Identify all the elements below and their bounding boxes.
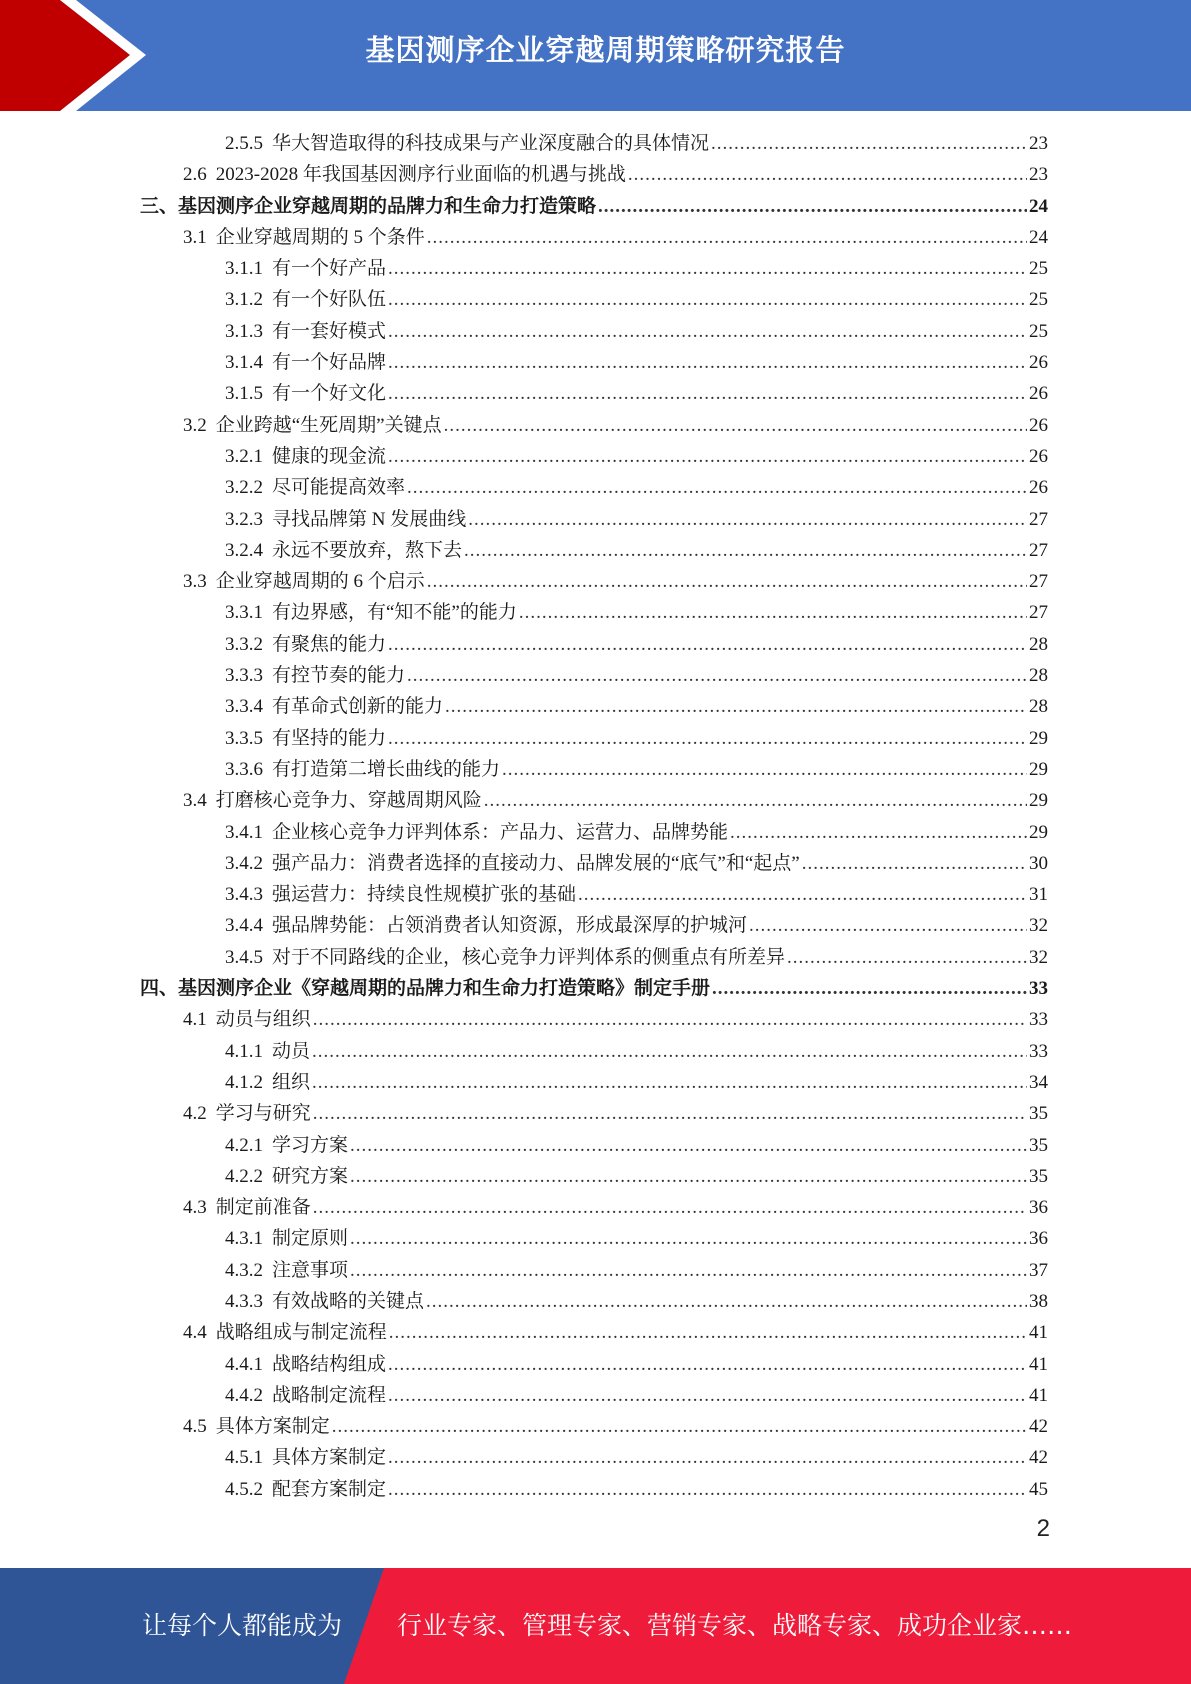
toc-entry-number: 3.1	[183, 226, 207, 248]
toc-entry-page: 27	[1029, 571, 1048, 593]
toc-entry-number: 2.5.5	[225, 133, 263, 154]
toc-entry[interactable]	[140, 222, 1048, 253]
toc-entry-title: 有一个好产品	[272, 258, 387, 280]
toc-entry-number: 4.3.1	[225, 1228, 263, 1250]
toc-entry-title: 有边界感，有“知不能”的能力	[272, 602, 517, 624]
toc-entry-number: 4.4.2	[225, 1384, 263, 1406]
toc-dot-leader	[407, 472, 1027, 503]
toc-entry-number: 4.1.2	[225, 1071, 263, 1093]
toc-dot-leader	[332, 1411, 1027, 1442]
toc-entry-title: 研究方案	[272, 1165, 349, 1187]
toc-entry-number: 3.4.4	[225, 915, 263, 937]
footer-banner	[0, 1568, 1191, 1684]
toc-entry-title: 企业核心竞争力评判体系：产品力、运营力、品牌势能	[272, 821, 729, 843]
toc-entry-page: 35	[1029, 1103, 1048, 1125]
toc-entry-title: 永远不要放弃，熬下去	[272, 539, 463, 561]
toc-dot-leader	[502, 754, 1027, 785]
toc-entry-page: 41	[1029, 1384, 1048, 1406]
toc-dot-leader	[313, 1192, 1027, 1223]
toc-entry-page: 38	[1029, 1290, 1048, 1312]
toc-dot-leader	[730, 817, 1027, 848]
toc-entry-title: 学习与研究	[215, 1103, 311, 1125]
toc-entry[interactable]	[140, 848, 1048, 879]
toc-entry-title: 有聚焦的能力	[272, 633, 387, 655]
toc-dot-leader	[388, 723, 1027, 754]
toc-entry[interactable]	[140, 441, 1048, 472]
report-title: 基因测序企业穿越周期策略研究报告	[365, 33, 846, 67]
toc-entry[interactable]	[140, 472, 1048, 503]
toc-dot-leader	[444, 410, 1027, 441]
toc-entry-title: 有坚持的能力	[272, 727, 387, 749]
toc-entry[interactable]	[140, 942, 1048, 973]
toc-entry-number: 4.2.2	[225, 1165, 263, 1187]
toc-dot-leader	[389, 1317, 1027, 1348]
toc-entry-page: 42	[1029, 1447, 1048, 1469]
toc-entry-page: 23	[1029, 164, 1048, 186]
toc-entry-page: 35	[1029, 1134, 1048, 1156]
toc-entry-title: 健康的现金流	[272, 445, 387, 467]
toc-entry-number: 3.3.5	[225, 727, 263, 749]
page-number: 2	[1036, 1515, 1050, 1542]
toc-dot-leader	[468, 504, 1027, 535]
toc-dot-leader	[313, 1004, 1027, 1035]
toc-entry[interactable]	[140, 1223, 1048, 1254]
toc-entry-number: 3.2.2	[225, 477, 263, 499]
toc-entry-title: 企业跨越“生死周期”关键点	[215, 414, 442, 436]
toc-entry[interactable]	[140, 910, 1048, 941]
toc-entry-page: 32	[1029, 915, 1048, 937]
toc-entry-title: 企业穿越周期的 5 个条件	[215, 226, 425, 248]
toc-entry-number: 3.3.2	[225, 633, 263, 655]
toc-entry-page: 26	[1029, 352, 1048, 374]
toc-entry-title: 学习方案	[272, 1134, 349, 1156]
toc-dot-leader	[388, 1474, 1027, 1505]
toc-entry-page: 45	[1029, 1478, 1048, 1500]
toc-entry-page: 24	[1029, 226, 1048, 248]
toc-entry-number: 3.1.5	[225, 383, 263, 405]
toc-dot-leader	[388, 1349, 1027, 1380]
toc-dot-leader	[312, 1067, 1027, 1098]
toc-entry[interactable]	[140, 1067, 1048, 1098]
toc-entry[interactable]	[140, 691, 1048, 722]
toc-entry[interactable]	[140, 284, 1048, 315]
toc-entry[interactable]	[140, 785, 1048, 816]
toc-entry-number: 3.4	[183, 790, 207, 812]
toc-entry-title: 对于不同路线的企业，核心竞争力评判体系的侧重点有所差异	[272, 946, 786, 968]
toc-dot-leader	[712, 973, 1027, 1004]
toc-entry-page: 33	[1029, 1040, 1048, 1062]
toc-entry-page: 34	[1029, 1071, 1048, 1093]
toc-entry[interactable]	[140, 566, 1048, 597]
toc-entry[interactable]	[140, 1317, 1048, 1348]
toc-entry-number: 3.4.1	[225, 821, 263, 843]
toc-dot-leader	[445, 691, 1027, 722]
toc-dot-leader	[426, 1286, 1027, 1317]
toc-entry[interactable]	[140, 1349, 1048, 1380]
toc-entry-title: 有打造第二增长曲线的能力	[272, 758, 501, 780]
toc-entry-page: 28	[1029, 665, 1048, 687]
toc-entry-page: 26	[1029, 414, 1048, 436]
toc-entry[interactable]	[140, 159, 1048, 190]
toc-entry[interactable]	[140, 316, 1048, 347]
toc-entry-page: 29	[1029, 821, 1048, 843]
toc-entry-title: 寻找品牌第 N 发展曲线	[272, 508, 467, 530]
toc-entry[interactable]	[140, 128, 1048, 159]
toc-entry-number: 三、	[140, 195, 179, 217]
toc-entry[interactable]	[140, 660, 1048, 691]
toc-dot-leader	[313, 1098, 1027, 1129]
toc-entry-page: 25	[1029, 320, 1048, 342]
toc-dot-leader	[350, 1130, 1027, 1161]
header-band	[0, 0, 1191, 111]
toc-entry-title: 战略组成与制定流程	[215, 1322, 387, 1344]
toc-dot-leader	[802, 848, 1027, 879]
toc-entry-page: 31	[1029, 884, 1048, 906]
toc-entry[interactable]	[140, 754, 1048, 785]
toc-entry[interactable]	[140, 1036, 1048, 1067]
toc-entry-title: 具体方案制定	[272, 1447, 387, 1469]
toc-entry-number: 3.3.3	[225, 665, 263, 687]
toc-entry[interactable]	[140, 1380, 1048, 1411]
toc-entry-title: 有革命式创新的能力	[272, 696, 444, 718]
toc-entry-page: 25	[1029, 258, 1048, 280]
toc-dot-leader	[484, 785, 1027, 816]
toc-entry-page: 42	[1029, 1416, 1048, 1438]
toc-entry-number: 3.2.3	[225, 508, 263, 530]
toc-entry-number: 3.3.1	[225, 602, 263, 624]
toc-entry-number: 3.3.4	[225, 696, 263, 718]
toc-entry-number: 3.1.3	[225, 320, 263, 342]
toc-entry-page: 30	[1029, 852, 1048, 874]
toc-entry-title: 基因测序企业穿越周期的品牌力和生命力打造策略	[178, 195, 597, 217]
toc-dot-leader	[388, 316, 1027, 347]
toc-entry-page: 41	[1029, 1322, 1048, 1344]
toc-entry-number: 四、	[140, 978, 179, 1000]
toc-entry[interactable]	[140, 973, 1048, 1004]
toc-entry-page: 29	[1029, 790, 1048, 812]
toc-entry-title: 有效战略的关键点	[272, 1290, 425, 1312]
toc-dot-leader	[350, 1161, 1027, 1192]
toc-dot-leader	[312, 1036, 1027, 1067]
toc-dot-leader	[350, 1223, 1027, 1254]
toc-entry[interactable]	[140, 1411, 1048, 1442]
toc-dot-leader	[749, 910, 1027, 941]
toc-entry-number: 4.3.3	[225, 1290, 263, 1312]
toc-entry-number: 3.3.6	[225, 758, 263, 780]
toc-entry-title: 有控节奏的能力	[272, 665, 406, 687]
toc-entry-page: 36	[1029, 1197, 1048, 1219]
toc-entry-page: 26	[1029, 477, 1048, 499]
toc-entry[interactable]	[140, 1442, 1048, 1473]
toc-entry-page: 25	[1029, 289, 1048, 311]
toc-entry-title: 有一个好品牌	[272, 352, 387, 374]
toc-entry-page: 27	[1029, 539, 1048, 561]
toc-dot-leader	[787, 942, 1027, 973]
toc-entry-title: 尽可能提高效率	[272, 477, 406, 499]
toc-dot-leader	[711, 128, 1027, 159]
toc-entry[interactable]	[140, 1286, 1048, 1317]
toc-entry-title: 具体方案制定	[215, 1416, 330, 1438]
toc-dot-leader	[388, 253, 1027, 284]
toc-entry-number: 3.4.5	[225, 946, 263, 968]
toc-entry[interactable]	[140, 1004, 1048, 1035]
toc-entry[interactable]	[140, 1161, 1048, 1192]
toc-entry-number: 4.1.1	[225, 1040, 263, 1062]
toc-dot-leader	[427, 222, 1027, 253]
toc-entry-title: 组织	[272, 1071, 311, 1093]
toc-entry-page: 28	[1029, 696, 1048, 718]
toc-entry-number: 2.6	[183, 164, 207, 186]
toc-entry-number: 4.3	[183, 1197, 207, 1219]
toc-entry-title: 基因测序企业《穿越周期的品牌力和生命力打造策略》制定手册	[178, 978, 711, 1000]
toc-dot-leader	[388, 284, 1027, 315]
toc-dot-leader	[427, 566, 1027, 597]
toc-dot-leader	[350, 1255, 1027, 1286]
toc-entry[interactable]	[140, 817, 1048, 848]
toc-entry-number: 4.2	[183, 1103, 207, 1125]
toc-entry[interactable]	[140, 535, 1048, 566]
toc-dot-leader	[388, 441, 1027, 472]
toc-dot-leader	[407, 660, 1027, 691]
toc-entry[interactable]	[140, 597, 1048, 628]
toc-entry-number: 4.1	[183, 1009, 207, 1031]
toc-entry-number: 4.5.2	[225, 1478, 263, 1500]
toc-dot-leader	[578, 879, 1027, 910]
toc-entry-page: 33	[1029, 1009, 1048, 1031]
toc-entry-title: 制定前准备	[215, 1197, 311, 1219]
toc-entry-page: 27	[1029, 602, 1048, 624]
toc-entry-number: 4.4	[183, 1322, 207, 1344]
toc-dot-leader	[388, 629, 1027, 660]
footer-slogan-right: 行业专家、管理专家、营销专家、战略专家、成功企业家……	[397, 1611, 1073, 1640]
toc-entry-number: 4.2.1	[225, 1134, 263, 1156]
toc-entry[interactable]	[140, 1474, 1048, 1505]
toc-entry[interactable]	[140, 723, 1048, 754]
toc-entry-number: 3.2.4	[225, 539, 263, 561]
toc-entry-page: 26	[1029, 383, 1048, 405]
toc-entry-page: 29	[1029, 758, 1048, 780]
toc-entry-title: 有一个好文化	[272, 383, 387, 405]
toc-entry-title: 华大智造取得的科技成果与产业深度融合的具体情况	[272, 133, 710, 154]
toc-entry-title: 动员与组织	[215, 1009, 311, 1031]
toc-entry-page: 37	[1029, 1259, 1048, 1281]
toc-entry-title: 有一套好模式	[272, 320, 387, 342]
toc-entry[interactable]	[140, 879, 1048, 910]
toc-entry-number: 3.1.1	[225, 258, 263, 280]
toc-entry-page: 32	[1029, 946, 1048, 968]
toc-dot-leader	[519, 597, 1027, 628]
toc-entry-page: 33	[1029, 978, 1048, 1000]
toc-entry-page: 23	[1029, 133, 1048, 154]
toc-dot-leader	[628, 159, 1027, 190]
toc-entry-number: 3.2	[183, 414, 207, 436]
footer-slogan-left: 让每个人都能成为	[142, 1611, 343, 1640]
toc-entry[interactable]	[140, 410, 1048, 441]
toc-entry-page: 41	[1029, 1353, 1048, 1375]
toc-dot-leader	[388, 1380, 1027, 1411]
toc-entry-title: 打磨核心竞争力、穿越周期风险	[215, 790, 482, 812]
toc-entry[interactable]	[140, 253, 1048, 284]
toc-dot-leader	[388, 1442, 1027, 1473]
toc-entry-number: 3.1.2	[225, 289, 263, 311]
toc-entry-number: 4.4.1	[225, 1353, 263, 1375]
toc-entry[interactable]	[140, 191, 1048, 222]
toc-entry-title: 强产品力：消费者选择的直接动力、品牌发展的“底气”和“起点”	[272, 852, 800, 874]
toc-entry-title: 战略结构组成	[272, 1353, 387, 1375]
toc-entry-page: 28	[1029, 633, 1048, 655]
toc-entry-title: 动员	[272, 1040, 311, 1062]
toc-entry-title: 战略制定流程	[272, 1384, 387, 1406]
toc-entry-title: 强品牌势能：占领消费者认知资源，形成最深厚的护城河	[272, 915, 748, 937]
toc-entry-page: 26	[1029, 445, 1048, 467]
toc-dot-leader	[388, 347, 1027, 378]
toc-entry-number: 4.3.2	[225, 1259, 263, 1281]
toc-entry-title: 制定原则	[272, 1228, 349, 1250]
toc-entry-page: 27	[1029, 508, 1048, 530]
toc-entry-title: 注意事项	[272, 1259, 349, 1281]
toc-entry-number: 3.4.2	[225, 852, 263, 874]
toc-entry-title: 企业穿越周期的 6 个启示	[215, 571, 425, 593]
toc-entry-number: 4.5.1	[225, 1447, 263, 1469]
toc-entry-number: 3.2.1	[225, 445, 263, 467]
table-of-contents	[140, 128, 1048, 1505]
toc-entry[interactable]	[140, 629, 1048, 660]
toc-entry-title: 2023-2028 年我国基因测序行业面临的机遇与挑战	[215, 164, 626, 186]
toc-entry[interactable]	[140, 1130, 1048, 1161]
toc-dot-leader	[388, 378, 1027, 409]
toc-entry[interactable]	[140, 378, 1048, 409]
toc-dot-leader	[598, 191, 1027, 222]
toc-entry-page: 35	[1029, 1165, 1048, 1187]
toc-entry[interactable]	[140, 504, 1048, 535]
toc-entry[interactable]	[140, 1192, 1048, 1223]
toc-entry-number: 3.4.3	[225, 884, 263, 906]
toc-entry-title: 配套方案制定	[272, 1478, 387, 1500]
toc-entry-title: 强运营力：持续良性规模扩张的基础	[272, 884, 577, 906]
toc-entry-page: 29	[1029, 727, 1048, 749]
toc-entry-page: 24	[1029, 195, 1048, 217]
toc-entry-title: 有一个好队伍	[272, 289, 387, 311]
toc-dot-leader	[464, 535, 1027, 566]
toc-entry-number: 3.3	[183, 571, 207, 593]
toc-entry[interactable]	[140, 347, 1048, 378]
toc-entry-page: 36	[1029, 1228, 1048, 1250]
toc-entry[interactable]	[140, 1255, 1048, 1286]
toc-entry-number: 3.1.4	[225, 352, 263, 374]
toc-entry[interactable]	[140, 1098, 1048, 1129]
toc-entry-number: 4.5	[183, 1416, 207, 1438]
